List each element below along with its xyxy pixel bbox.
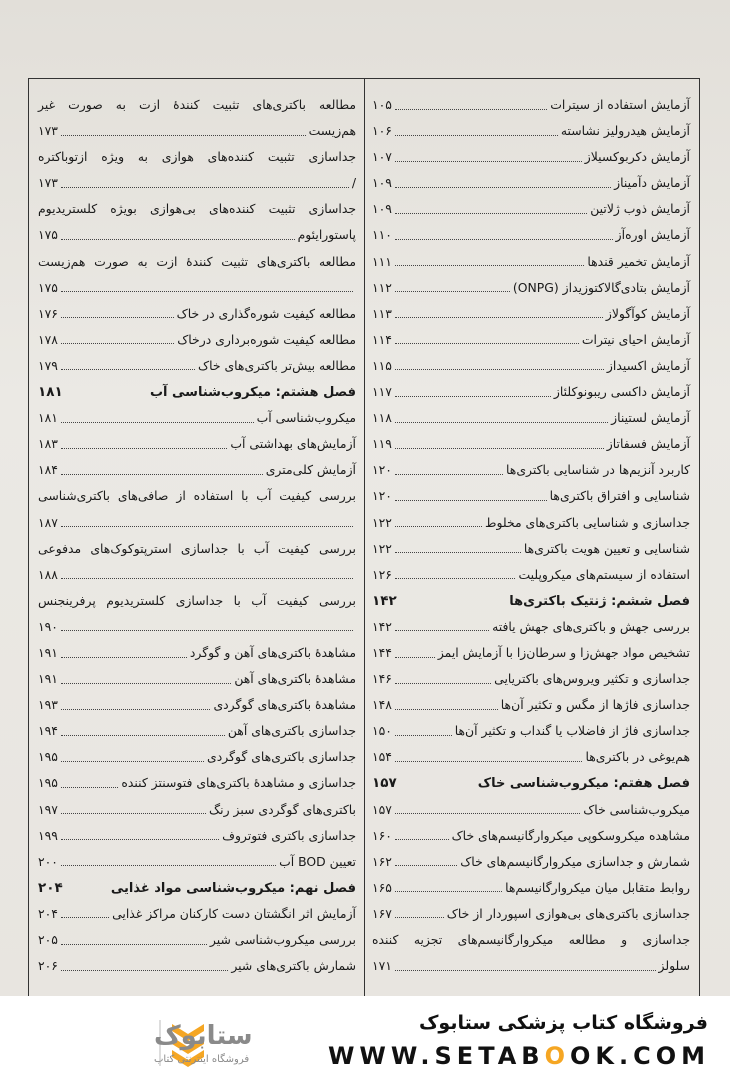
toc-entry-title: فصل نهم: میکروب‌شناسی مواد غذایی (110, 880, 356, 896)
toc-entry-title: آزمایش‌های بهداشتی آب (230, 436, 356, 452)
dot-leader (395, 891, 502, 892)
dot-leader (395, 135, 558, 136)
toc-entry (38, 666, 356, 692)
toc-entry-title: جداسازی باکتری‌های آهن (227, 723, 356, 739)
toc-entry-title: میکروب‌شناسی خاک (583, 801, 690, 817)
dot-leader (395, 422, 608, 423)
toc-entry (38, 249, 356, 275)
toc-entry (372, 275, 690, 301)
toc-entry (38, 744, 356, 770)
toc-page-number: ۱۷۸ (38, 331, 58, 347)
toc-page-number: ۱۰۹ (372, 201, 392, 217)
toc-entry (38, 614, 356, 640)
toc-entry (372, 536, 690, 562)
toc-entry (38, 118, 356, 144)
toc-entry (38, 562, 356, 588)
toc-entry-title: سلولز (658, 958, 690, 974)
toc-page-number: ۱۲۲ (372, 540, 392, 556)
dot-leader (395, 578, 516, 579)
toc-entry (38, 301, 356, 327)
toc-entry (38, 196, 356, 222)
toc-entry (372, 249, 690, 275)
toc-entry (372, 718, 690, 744)
toc-page-number: ۱۹۴ (38, 723, 58, 739)
toc-page-number: ۱۲۰ (372, 462, 392, 478)
toc-entry-title: مطالعه باکتری‌های تثبیت کنندهٔ ازت به صورت هم‌زیست (38, 253, 356, 269)
url-o-letter: O (544, 1042, 570, 1070)
dot-leader (61, 709, 211, 710)
toc-entry (38, 823, 356, 849)
dot-leader (61, 291, 353, 292)
toc-left-column (38, 92, 356, 979)
dot-leader (61, 813, 206, 814)
dot-leader (395, 474, 503, 475)
toc-entry (38, 849, 356, 875)
dot-leader (395, 683, 491, 684)
dot-leader (395, 343, 579, 344)
dot-leader (61, 839, 219, 840)
toc-page-number: ۱۹۱ (38, 644, 58, 660)
toc-entry-title: مطالعه باکتری‌های تثبیت کنندهٔ ازت به صورت غیر (38, 97, 356, 112)
toc-page-number: ۱۱۸ (372, 410, 392, 426)
toc-page-number: ۱۱۴ (372, 331, 392, 347)
dot-leader (61, 917, 109, 918)
toc-page-number: ۱۵۴ (372, 749, 392, 765)
toc-page-number: ۱۷۳ (38, 175, 58, 191)
toc-page-number: ۱۰۵ (372, 97, 392, 112)
toc-right-column (372, 92, 690, 979)
dot-leader (61, 630, 353, 631)
chapter-heading (38, 875, 356, 901)
toc-entry (372, 483, 690, 509)
toc-entry (372, 118, 690, 144)
toc-entry (372, 301, 690, 327)
dot-leader (395, 317, 603, 318)
dot-leader (395, 917, 444, 918)
dot-leader (395, 265, 584, 266)
toc-entry-title: تعیین BOD آب (279, 853, 356, 869)
toc-entry (372, 196, 690, 222)
toc-entry (38, 144, 356, 170)
dot-leader (395, 630, 489, 631)
toc-entry (372, 640, 690, 666)
toc-page-number: ۱۷۵ (38, 279, 58, 295)
toc-entry-title: مشاهدهٔ باکتری‌های گوگردی (213, 697, 356, 713)
dot-leader (395, 291, 510, 292)
toc-page-number: ۱۱۵ (372, 357, 392, 373)
toc-entry (372, 614, 690, 640)
dot-leader (61, 448, 227, 449)
toc-page-number: ۱۷۹ (38, 357, 58, 373)
toc-entry (38, 92, 356, 118)
toc-entry-title: مطالعه کیفیت شوره‌برداری درخاک (177, 331, 356, 347)
toc-entry (38, 327, 356, 353)
dot-leader (395, 526, 482, 527)
toc-entry-title: هم‌زیست (308, 123, 356, 139)
toc-entry (372, 875, 690, 901)
setabook-logo[interactable] (20, 1010, 253, 1070)
toc-page-number: ۱۶۵ (372, 879, 392, 895)
toc-page-number: ۱۹۵ (38, 775, 58, 791)
toc-page-number: ۱۰۷ (372, 149, 392, 165)
dot-leader (61, 944, 207, 945)
toc-page-number: ۱۴۸ (372, 697, 392, 713)
toc-page-number: ۱۲۶ (372, 566, 392, 582)
toc-page-number: ۱۸۸ (38, 566, 58, 582)
dot-leader (395, 813, 580, 814)
dot-leader (61, 187, 349, 188)
toc-page-number: ۱۴۲ (372, 592, 397, 609)
dot-leader (61, 865, 276, 866)
dot-leader (395, 761, 583, 762)
toc-page-number: ۱۷۶ (38, 305, 58, 321)
toc-entry-title: فصل هشتم: میکروب‌شناسی آب (149, 385, 356, 401)
toc-entry-title: جداسازی باکتری فتوتروف (222, 827, 356, 843)
dot-leader (61, 657, 187, 658)
chapter-heading (372, 770, 690, 796)
toc-entry (38, 901, 356, 927)
toc-entry (38, 431, 356, 457)
toc-entry-title: جداسازی باکتری‌های بی‌هوازی اسپوردار از خاک (446, 905, 690, 921)
toc-entry-title: کاربرد آنزیم‌ها در شناسایی باکتری‌ها (506, 462, 690, 478)
toc-entry-title: جداسازی تثبیت کننده‌های بی‌هوازی بویژه کلستریدیوم (38, 201, 356, 217)
toc-page-number: ۱۱۹ (372, 436, 392, 452)
toc-page-number: ۱۶۰ (372, 827, 392, 843)
dot-leader (61, 135, 306, 136)
toc-entry-title: آزمایش اوره‌آز (615, 227, 690, 243)
dot-leader (395, 552, 521, 553)
toc-entry (38, 953, 356, 979)
toc-page-number: ۱۱۳ (372, 305, 392, 321)
chapter-heading (38, 379, 356, 405)
toc-entry-title: فصل ششم: ژنتیک باکتری‌ها (509, 593, 690, 609)
store-url[interactable] (328, 1042, 710, 1070)
toc-entry-title: بررسی کیفیت آب با استفاده از صافی‌های باکتری‌شناسی (38, 488, 356, 504)
toc-entry-title: شناسایی و افتراق باکتری‌ها (549, 488, 690, 504)
toc-entry (38, 770, 356, 796)
toc-entry-title: جداسازی و مطالعه میکروارگانیسم‌های تجزیه کننده (372, 932, 690, 947)
toc-entry (38, 718, 356, 744)
toc-page-number: ۱۱۲ (372, 279, 392, 295)
toc-entry (372, 953, 690, 979)
toc-page-number: ۱۹۵ (38, 749, 58, 765)
toc-page-number: ۱۱۷ (372, 384, 392, 400)
chapter-heading (372, 588, 690, 614)
toc-page-number: ۱۱۱ (372, 253, 392, 269)
dot-leader (61, 683, 231, 684)
dot-leader (61, 735, 225, 736)
dot-leader (395, 839, 449, 840)
toc-page-number: ۱۰۹ (372, 175, 392, 191)
toc-entry (38, 170, 356, 196)
footer-banner (0, 996, 730, 1080)
toc-page-number: ۱۸۷ (38, 514, 58, 530)
toc-page-number: ۱۵۷ (372, 801, 392, 817)
toc-entry-title: آزمایش کلی‌متری (265, 462, 356, 478)
toc-page-number: ۱۸۱ (38, 384, 63, 401)
dot-leader (395, 970, 656, 971)
toc-page-number: ۱۹۷ (38, 801, 58, 817)
dot-leader (61, 317, 174, 318)
dot-leader (395, 396, 551, 397)
toc-entry (372, 327, 690, 353)
toc-page-number: ۲۰۰ (38, 853, 58, 869)
toc-entry (372, 692, 690, 718)
toc-entry (38, 483, 356, 509)
dot-leader (61, 343, 174, 344)
toc-entry-title: شمارش باکتری‌های شیر (231, 958, 356, 974)
toc-entry-title: باکتری‌های گوگردی سبز رنگ (209, 801, 356, 817)
toc-entry-title: آزمایش دکربوکسیلاز (584, 149, 690, 165)
dot-leader (61, 787, 118, 788)
toc-entry-title: مشاهدهٔ باکتری‌های آهن (234, 671, 356, 687)
toc-page-number: ۱۸۳ (38, 436, 58, 452)
dot-leader (61, 526, 353, 527)
toc-entry-title: مشاهدهٔ باکتری‌های آهن و گوگرد (189, 644, 356, 660)
toc-entry-title: میکروب‌شناسی آب (256, 410, 356, 426)
toc-entry (38, 536, 356, 562)
toc-entry (38, 640, 356, 666)
toc-entry (372, 797, 690, 823)
toc-entry-title: آزمایش اکسیداز (606, 357, 690, 373)
dot-leader (395, 657, 435, 658)
toc-entry (38, 692, 356, 718)
toc-entry (372, 562, 690, 588)
toc-entry (38, 275, 356, 301)
toc-entry (372, 353, 690, 379)
dot-leader (395, 161, 582, 162)
toc-entry (372, 457, 690, 483)
toc-entry (38, 353, 356, 379)
dot-leader (395, 500, 547, 501)
dot-leader (61, 422, 254, 423)
toc-page-number: ۱۶۲ (372, 853, 392, 869)
toc-page-number: ۱۸۴ (38, 462, 58, 478)
toc-entry (372, 901, 690, 927)
toc-entry (38, 927, 356, 953)
toc-entry-title: آزمایش هیدرولیز نشاسته (560, 123, 690, 139)
toc-page-number: ۱۸۱ (38, 410, 58, 426)
toc-entry-title: بررسی کیفیت آب با جداسازی استرپتوکوک‌های مدفوعی (38, 540, 356, 556)
toc-page-number: ۱۵۰ (372, 723, 392, 739)
toc-entry-title: / (351, 175, 356, 191)
toc-entry (372, 927, 690, 953)
toc-page-number: ۱۵۷ (372, 775, 397, 792)
toc-entry (372, 170, 690, 196)
toc-entry-title: بررسی میکروب‌شناسی شیر (209, 932, 356, 947)
dot-leader (395, 448, 604, 449)
dot-leader (395, 239, 613, 240)
toc-entry-title: استفاده از سیستم‌های میکروپلیت (518, 566, 690, 582)
toc-entry (372, 823, 690, 849)
dot-leader (395, 865, 457, 866)
toc-entry-title: مطالعه بیش‌تر باکتری‌های خاک (198, 357, 356, 373)
toc-page-number: ۱۷۵ (38, 227, 58, 243)
toc-page-number: ۱۲۰ (372, 488, 392, 504)
toc-entry-title: روابط متقابل میان میکروارگانیسم‌ها (505, 879, 690, 895)
logo-wordmark: ستابوک (154, 1021, 253, 1051)
toc-entry-title: آزمایش بتادی‌گالاکتوزیداز (ONPG) (512, 279, 690, 295)
toc-entry-title: آزمایش اثر انگشتان دست کارکنان مراکز غذایی (112, 905, 356, 921)
toc-entry-title: جداسازی فاژها از مگس و تکثیر آن‌ها (500, 697, 690, 713)
toc-entry (372, 510, 690, 536)
toc-entry (38, 797, 356, 823)
dot-leader (395, 369, 604, 370)
toc-entry-title: جداسازی و تکثیر ویروس‌های باکتریایی (494, 671, 690, 687)
toc-page-number: ۱۷۱ (372, 958, 392, 974)
dot-leader (395, 735, 452, 736)
toc-entry-title: فصل هفتم: میکروب‌شناسی خاک (477, 776, 690, 792)
toc-entry-title: آزمایش فسفاتاز (606, 436, 690, 452)
toc-entry (38, 405, 356, 431)
toc-entry-title: پاستورایئوم (297, 227, 356, 243)
toc-page-number: ۱۹۹ (38, 827, 58, 843)
column-divider (364, 78, 365, 996)
toc-entry (372, 666, 690, 692)
toc-page-number: ۱۴۶ (372, 671, 392, 687)
toc-page-number: ۱۴۴ (372, 644, 392, 660)
toc-entry-title: تشخیص مواد جهش‌زا و سرطان‌زا با آزمایش ایمز (437, 644, 690, 660)
dot-leader (61, 578, 353, 579)
toc-entry (372, 379, 690, 405)
toc-page-number: ۱۲۲ (372, 514, 392, 530)
toc-entry (372, 144, 690, 170)
toc-entry-title: آزمایش احیای نیترات (581, 331, 690, 347)
toc-entry-title: مطالعه کیفیت شوره‌گذاری در خاک (176, 305, 356, 321)
toc-page-number: ۲۰۵ (38, 932, 58, 947)
toc-page-number: ۲۰۴ (38, 905, 58, 921)
toc-entry (372, 849, 690, 875)
store-name: فروشگاه کتاب پزشکی ستابوک (418, 1012, 708, 1034)
toc-entry-title: بررسی کیفیت آب با جداسازی کلستریدیوم پرفرینجنس (38, 592, 356, 608)
dot-leader (395, 187, 611, 188)
toc-entry-title: بررسی جهش و باکتری‌های جهش یافته (492, 618, 690, 634)
toc-entry-title: جداسازی و مشاهدهٔ باکتری‌های فتوسنتز کننده (121, 775, 356, 791)
toc-entry-title: جداسازی فاژ از فاضلاب یا گنداب و تکثیر آن‌ها (454, 723, 690, 739)
toc-entry-title: جداسازی تثبیت کننده‌های هوازی به ویژه ازتوباکتره (38, 149, 356, 165)
toc-entry-title: شناسایی و تعیین هویت باکتری‌ها (523, 540, 690, 556)
toc-entry-title: آزمایش دآمیناز (614, 175, 690, 191)
toc-entry (372, 744, 690, 770)
toc-page-number: ۱۹۰ (38, 618, 58, 634)
dot-leader (61, 474, 263, 475)
dot-leader (395, 709, 498, 710)
dot-leader (61, 239, 295, 240)
toc-entry-title: جداسازی باکتری‌های گوگردی (207, 749, 356, 765)
toc-entry-title: آزمایش لستیناز (611, 410, 690, 426)
toc-entry-title: آزمایش کوآگولاز (605, 305, 690, 321)
toc-entry (38, 457, 356, 483)
toc-page-number: ۱۷۳ (38, 123, 58, 139)
toc-entry (38, 222, 356, 248)
toc-entry-title: آزمایش استفاده از سیترات (550, 97, 690, 112)
dot-leader (61, 970, 228, 971)
toc-page-number: ۲۰۴ (38, 879, 63, 896)
toc-entry (38, 588, 356, 614)
toc-page-number: ۱۱۰ (372, 227, 392, 243)
url-prefix: WWW.SETAB (327, 1042, 545, 1070)
dot-leader (61, 761, 204, 762)
toc-entry-title: هم‌یوغی در باکتری‌ها (585, 749, 690, 765)
toc-entry (38, 510, 356, 536)
toc-page-number: ۱۶۷ (372, 905, 392, 921)
toc-entry-title: آزمایش ذوب ژلاتین (590, 201, 690, 217)
toc-entry-title: مشاهده میکروسکوپی میکروارگانیسم‌های خاک (451, 827, 690, 843)
toc-entry (372, 92, 690, 118)
toc-entry-title: آزمایش داکسی ریبونوکلئاز (553, 384, 690, 400)
toc-page-number: ۲۰۶ (38, 958, 58, 974)
logo-subtitle: فروشگاه اینترنتی کتاب (154, 1054, 250, 1065)
toc-page-number: ۱۹۱ (38, 671, 58, 687)
dot-leader (61, 369, 195, 370)
toc-page-number: ۱۹۳ (38, 697, 58, 713)
toc-entry (372, 222, 690, 248)
dot-leader (395, 109, 547, 110)
toc-entry-title: شمارش و جداسازی میکروارگانیسم‌های خاک (460, 853, 690, 869)
dot-leader (395, 213, 587, 214)
toc-page-number: ۱۰۶ (372, 123, 392, 139)
toc-entry-title: آزمایش تخمیر قندها (587, 253, 690, 269)
toc-entry-title: جداسازی و شناسایی باکتری‌های مخلوط (484, 514, 690, 530)
toc-entry (372, 405, 690, 431)
url-suffix: OK.COM (569, 1042, 710, 1070)
toc-page-number: ۱۴۲ (372, 618, 392, 634)
toc-entry (372, 431, 690, 457)
